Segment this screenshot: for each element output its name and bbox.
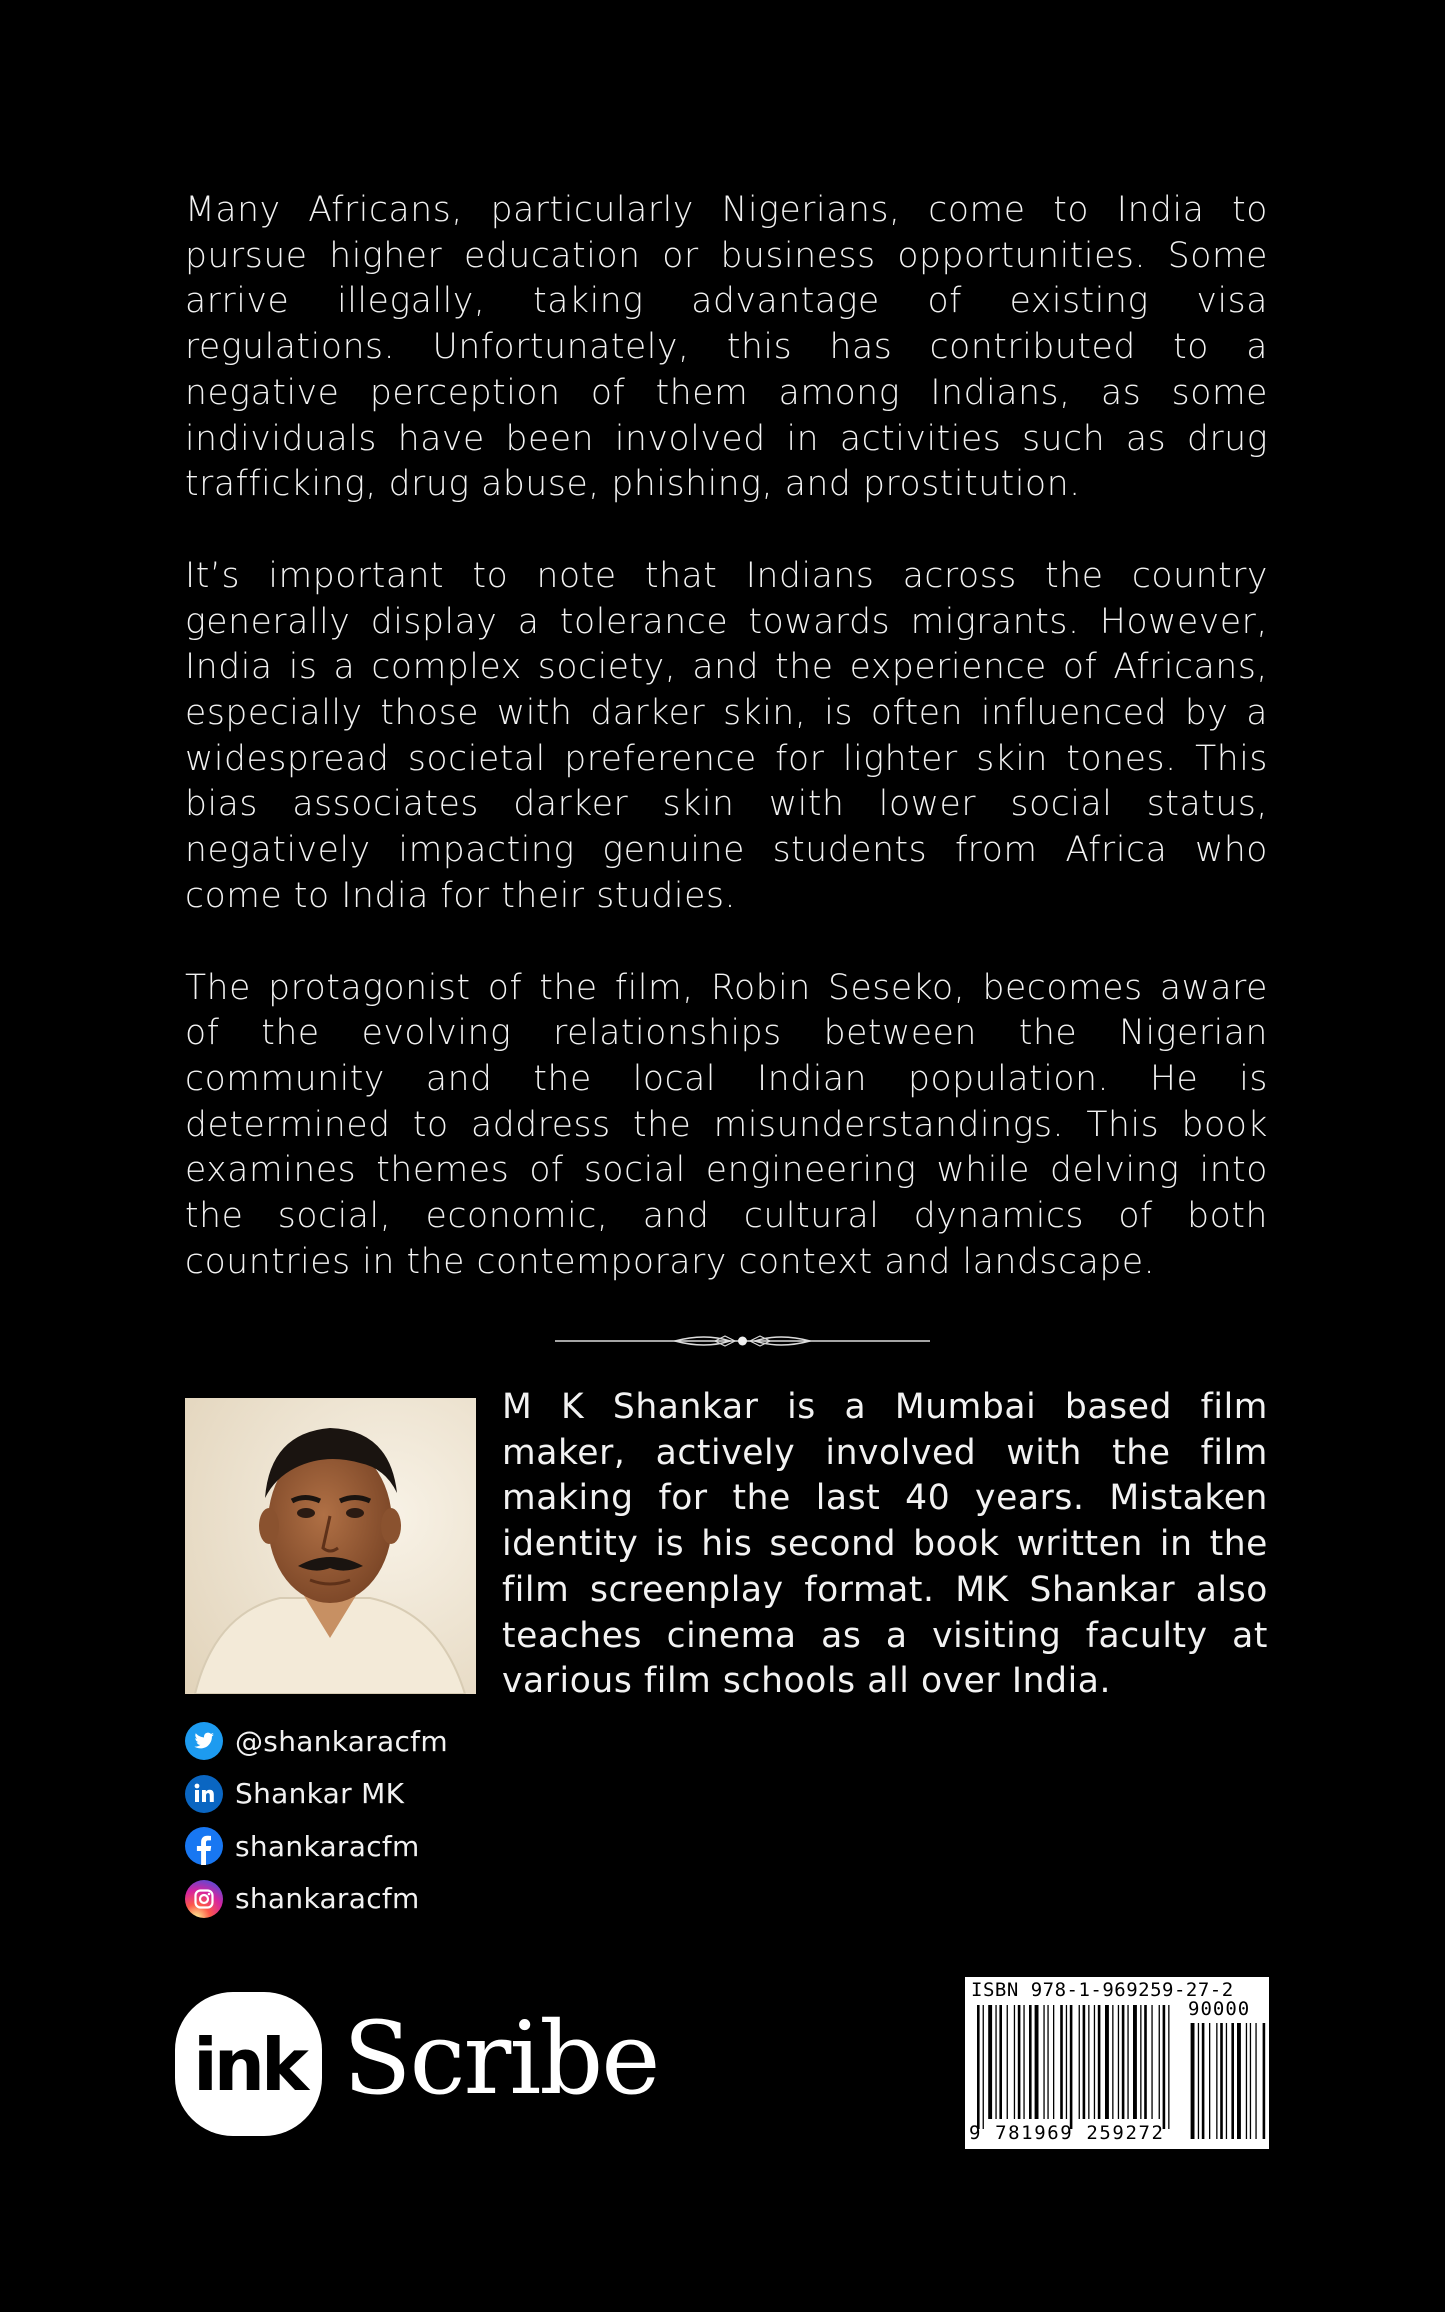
- blurb-paragraph-1: Many Africans, particularly Nigerians, come to India to pursue higher education or business opportunities. Some arrive illegally, taking advantage of existing visa regulations. Unfortunately, this has contributed to a negative perception of them among Indians, as some individuals have been involved in activities such as drug trafficking, drug abuse, phishing, and prostitution.: [185, 190, 1268, 505]
- barcode-bar: [1018, 2005, 1021, 2119]
- isbn-barcode: [965, 1977, 1269, 2149]
- barcode-bar: [1083, 2005, 1086, 2119]
- addon-bar: [1231, 2023, 1234, 2139]
- addon-bar: [1255, 2023, 1256, 2139]
- barcode-bar: [1007, 2005, 1008, 2119]
- instagram-handle: shankaracfm: [235, 1882, 420, 1915]
- barcode-bar: [1144, 2005, 1147, 2119]
- instagram-icon: [185, 1880, 223, 1918]
- barcode-bar: [1053, 2005, 1054, 2119]
- barcode-bar: [1163, 2005, 1166, 2129]
- twitter-icon: [185, 1722, 223, 1760]
- social-links: [185, 1722, 448, 1932]
- publisher-logo: [173, 1990, 659, 2140]
- barcode-bar: [1133, 2005, 1137, 2119]
- barcode-bar: [983, 2005, 984, 2129]
- barcode-bar: [1118, 2005, 1119, 2119]
- barcode-bar: [995, 2005, 996, 2119]
- linkedin-icon: [185, 1775, 223, 1813]
- barcode-bar: [1159, 2005, 1160, 2119]
- facebook-handle: shankaracfm: [235, 1829, 420, 1863]
- addon-bar: [1220, 2023, 1223, 2139]
- barcode-bar: [1070, 2005, 1073, 2129]
- barcode-bar: [1079, 2005, 1080, 2119]
- addon-bar: [1191, 2023, 1195, 2139]
- barcode-bar: [1140, 2005, 1141, 2119]
- barcode-bar: [1060, 2005, 1063, 2119]
- barcode-bar: [1112, 2005, 1113, 2119]
- blurb-paragraph-2: It’s important to note that Indians across the country generally display a tolerance towards migrants. However, India is a complex society, and the experience of Africans, especially those with darker skin, is often influenced by a widespread societal preference for lighter skin tones. This bias associates darker skin with lower social status, negatively impacting genuine students from Africa who come to India for their studies.: [185, 555, 1268, 916]
- barcode-bar: [1168, 2005, 1169, 2129]
- barcode-bar: [1066, 2005, 1067, 2119]
- isbn-label: ISBN 978-1-969259-27-2: [971, 1979, 1234, 2001]
- author-bio: M K Shankar is a Mumbai based film maker, actively involved with the film making for the last 40 years. Mistaken identity is his second book written in the film screenplay format. MK Shankar also teaches cinema as a visiting faculty at various film schools all over India.: [502, 1387, 1268, 1702]
- barcode-bar: [999, 2005, 1002, 2119]
- barcode-bar: [1151, 2005, 1152, 2119]
- addon-bar: [1202, 2023, 1205, 2139]
- barcode-bar: [1029, 2005, 1032, 2119]
- social-row-twitter[interactable]: [185, 1722, 448, 1760]
- barcode-bar: [1043, 2005, 1044, 2119]
- barcode-bar: [1094, 2005, 1095, 2119]
- twitter-handle: @shankaracfm: [235, 1724, 448, 1758]
- barcode-bar: [1035, 2005, 1039, 2119]
- linkedin-handle: Shankar MK: [235, 1777, 405, 1810]
- addon-bar: [1237, 2023, 1241, 2139]
- addon-bar: [1216, 2023, 1217, 2139]
- addon-bar: [1263, 2023, 1266, 2139]
- book-blurb: [185, 188, 1268, 1331]
- blurb-paragraph-3: The protagonist of the film, Robin Seseko, becomes aware of the evolving relationships between the Nigerian community and the local Indian population. He is determined to address the misunderstandings. This book examines themes of social engineering while delving into the social, economic, and cultural dynamics of both countries in the contemporary context and landscape.: [185, 967, 1268, 1282]
- ornamental-divider: [555, 1330, 930, 1352]
- addon-bar: [1250, 2023, 1251, 2139]
- facebook-icon: [185, 1827, 223, 1865]
- barcode-bar: [1122, 2005, 1125, 2119]
- social-row-linkedin[interactable]: [185, 1775, 448, 1813]
- barcode-bar: [988, 2005, 992, 2119]
- addon-bar: [1226, 2023, 1227, 2139]
- barcode-bar: [1023, 2005, 1024, 2119]
- addon-bar: [1209, 2023, 1210, 2139]
- author-photo: [185, 1398, 476, 1694]
- logo-mark-text: ink: [193, 2023, 305, 2107]
- addon-bar: [1246, 2023, 1247, 2139]
- barcode-bar: [1098, 2005, 1101, 2119]
- barcode-bar: [1105, 2005, 1109, 2119]
- addon-bar: [1198, 2023, 1199, 2139]
- barcode-bar: [977, 2005, 980, 2129]
- logo-wordmark: Scribe: [343, 2000, 659, 2117]
- social-row-facebook[interactable]: [185, 1827, 448, 1865]
- barcode-bar: [1088, 2005, 1089, 2119]
- social-row-instagram[interactable]: [185, 1880, 448, 1918]
- price-addon: 90000: [1188, 1998, 1251, 2020]
- barcode-bar: [1014, 2005, 1015, 2119]
- barcode-bar: [1127, 2005, 1128, 2119]
- isbn-digits: 9 781969 259272: [969, 2122, 1165, 2144]
- barcode-bar: [1047, 2005, 1048, 2119]
